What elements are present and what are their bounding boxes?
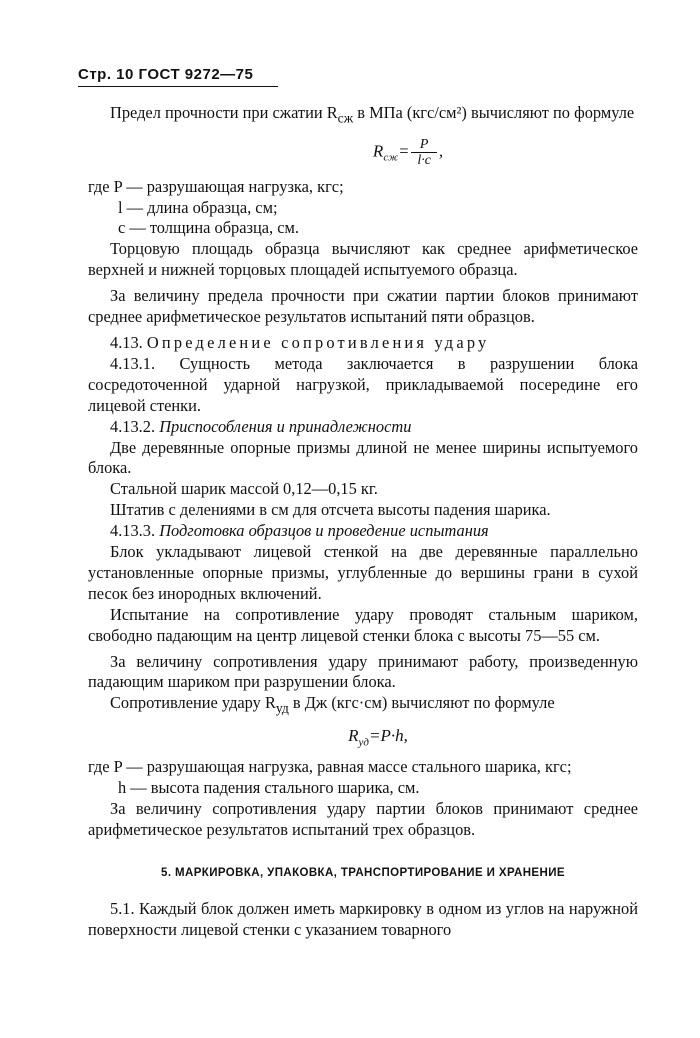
para-formula-intro: Сопротивление удару $R_{уд}$ в Дж (кгс·см) вычисляют по формуле: [110, 693, 555, 716]
impact-formula: $R_{уд}=P\cdot h$,: [348, 725, 408, 748]
where-load: где P — разрушающая нагрузка, кгс;: [88, 176, 344, 196]
para-ball: Стальной шарик массой 0,12—0,15 кг.: [110, 479, 378, 499]
where-length: l — длина образца, см;: [118, 197, 278, 217]
para-impact-result: За величину сопротивления удару партии блоков принимают среднее арифметическое результатов испытаний трех образцов.: [88, 798, 638, 839]
para-work: За величину сопротивления удару принимают работу, произведенную падающим шариком при разрушении блока.: [88, 651, 638, 692]
compression-formula: $R_{сж}=$ $\frac{P}{l\cdot c}$ ,: [372, 137, 444, 169]
para-5-1: 5.1. Каждый блок должен иметь маркировку в одном из углов на наружной поверхности лицевой стенки с указанием товарного: [88, 899, 638, 940]
para-prisms: Две деревянные опорные призмы длиной не менее ширины испытуемого блока.: [88, 437, 638, 478]
where-impact-load: где P — разрушающая нагрузка, равная массе стального шарика, кгс;: [88, 756, 572, 776]
where-height: h — высота падения стального шарика, см.: [118, 777, 420, 797]
para-stand: Штатив с делениями в см для отсчета высоты падения шарика.: [110, 500, 551, 520]
heading-4-13-2: 4.13.2. Приспособления и принадлежности: [110, 416, 412, 436]
header-rule: [78, 86, 278, 87]
section-4-13-title: 4.13. Определение сопротивления удару: [110, 332, 490, 352]
formula-fraction: $\frac{P}{l\cdot c}$: [411, 137, 437, 168]
para-place: Блок укладывают лицевой стенкой на две деревянные параллельно установленные опорные призмы, углубленные до вершины грани в сухой песок без инородных включений.: [88, 542, 638, 603]
compression-intro: Предел прочности при сжатии $R_{сж}$ в МПа (кгс/см²) вычисляют по формуле: [110, 103, 635, 126]
para-compression-result: За величину предела прочности при сжатии партии блоков принимают среднее арифметическое результатов испытаний пяти образцов.: [88, 286, 638, 327]
section-5-title: 5. МАРКИРОВКА, УПАКОВКА, ТРАНСПОРТИРОВАНИЕ И ХРАНЕНИЕ: [161, 866, 565, 879]
para-area: Торцовую площадь образца вычисляют как среднее арифметическое верхней и нижней торцовых площадей испытуемого образца.: [88, 239, 638, 280]
page-content: [88, 103, 638, 941]
where-thickness: c — толщина образца, см.: [118, 218, 299, 238]
para-test: Испытание на сопротивление удару проводят стальным шариком, свободно падающим на центр лицевой стенки блока с высоты 75—55 см.: [88, 604, 638, 645]
heading-4-13-3: 4.13.3. Подготовка образцов и проведение испытания: [110, 521, 489, 541]
page-header: Стр. 10 ГОСТ 9272—75: [78, 66, 254, 83]
para-4-13-1: 4.13.1. Сущность метода заключается в разрушении блока сосредоточенной ударной нагрузкой, прикладываемой посередине его лицевой стенки.: [88, 353, 638, 415]
